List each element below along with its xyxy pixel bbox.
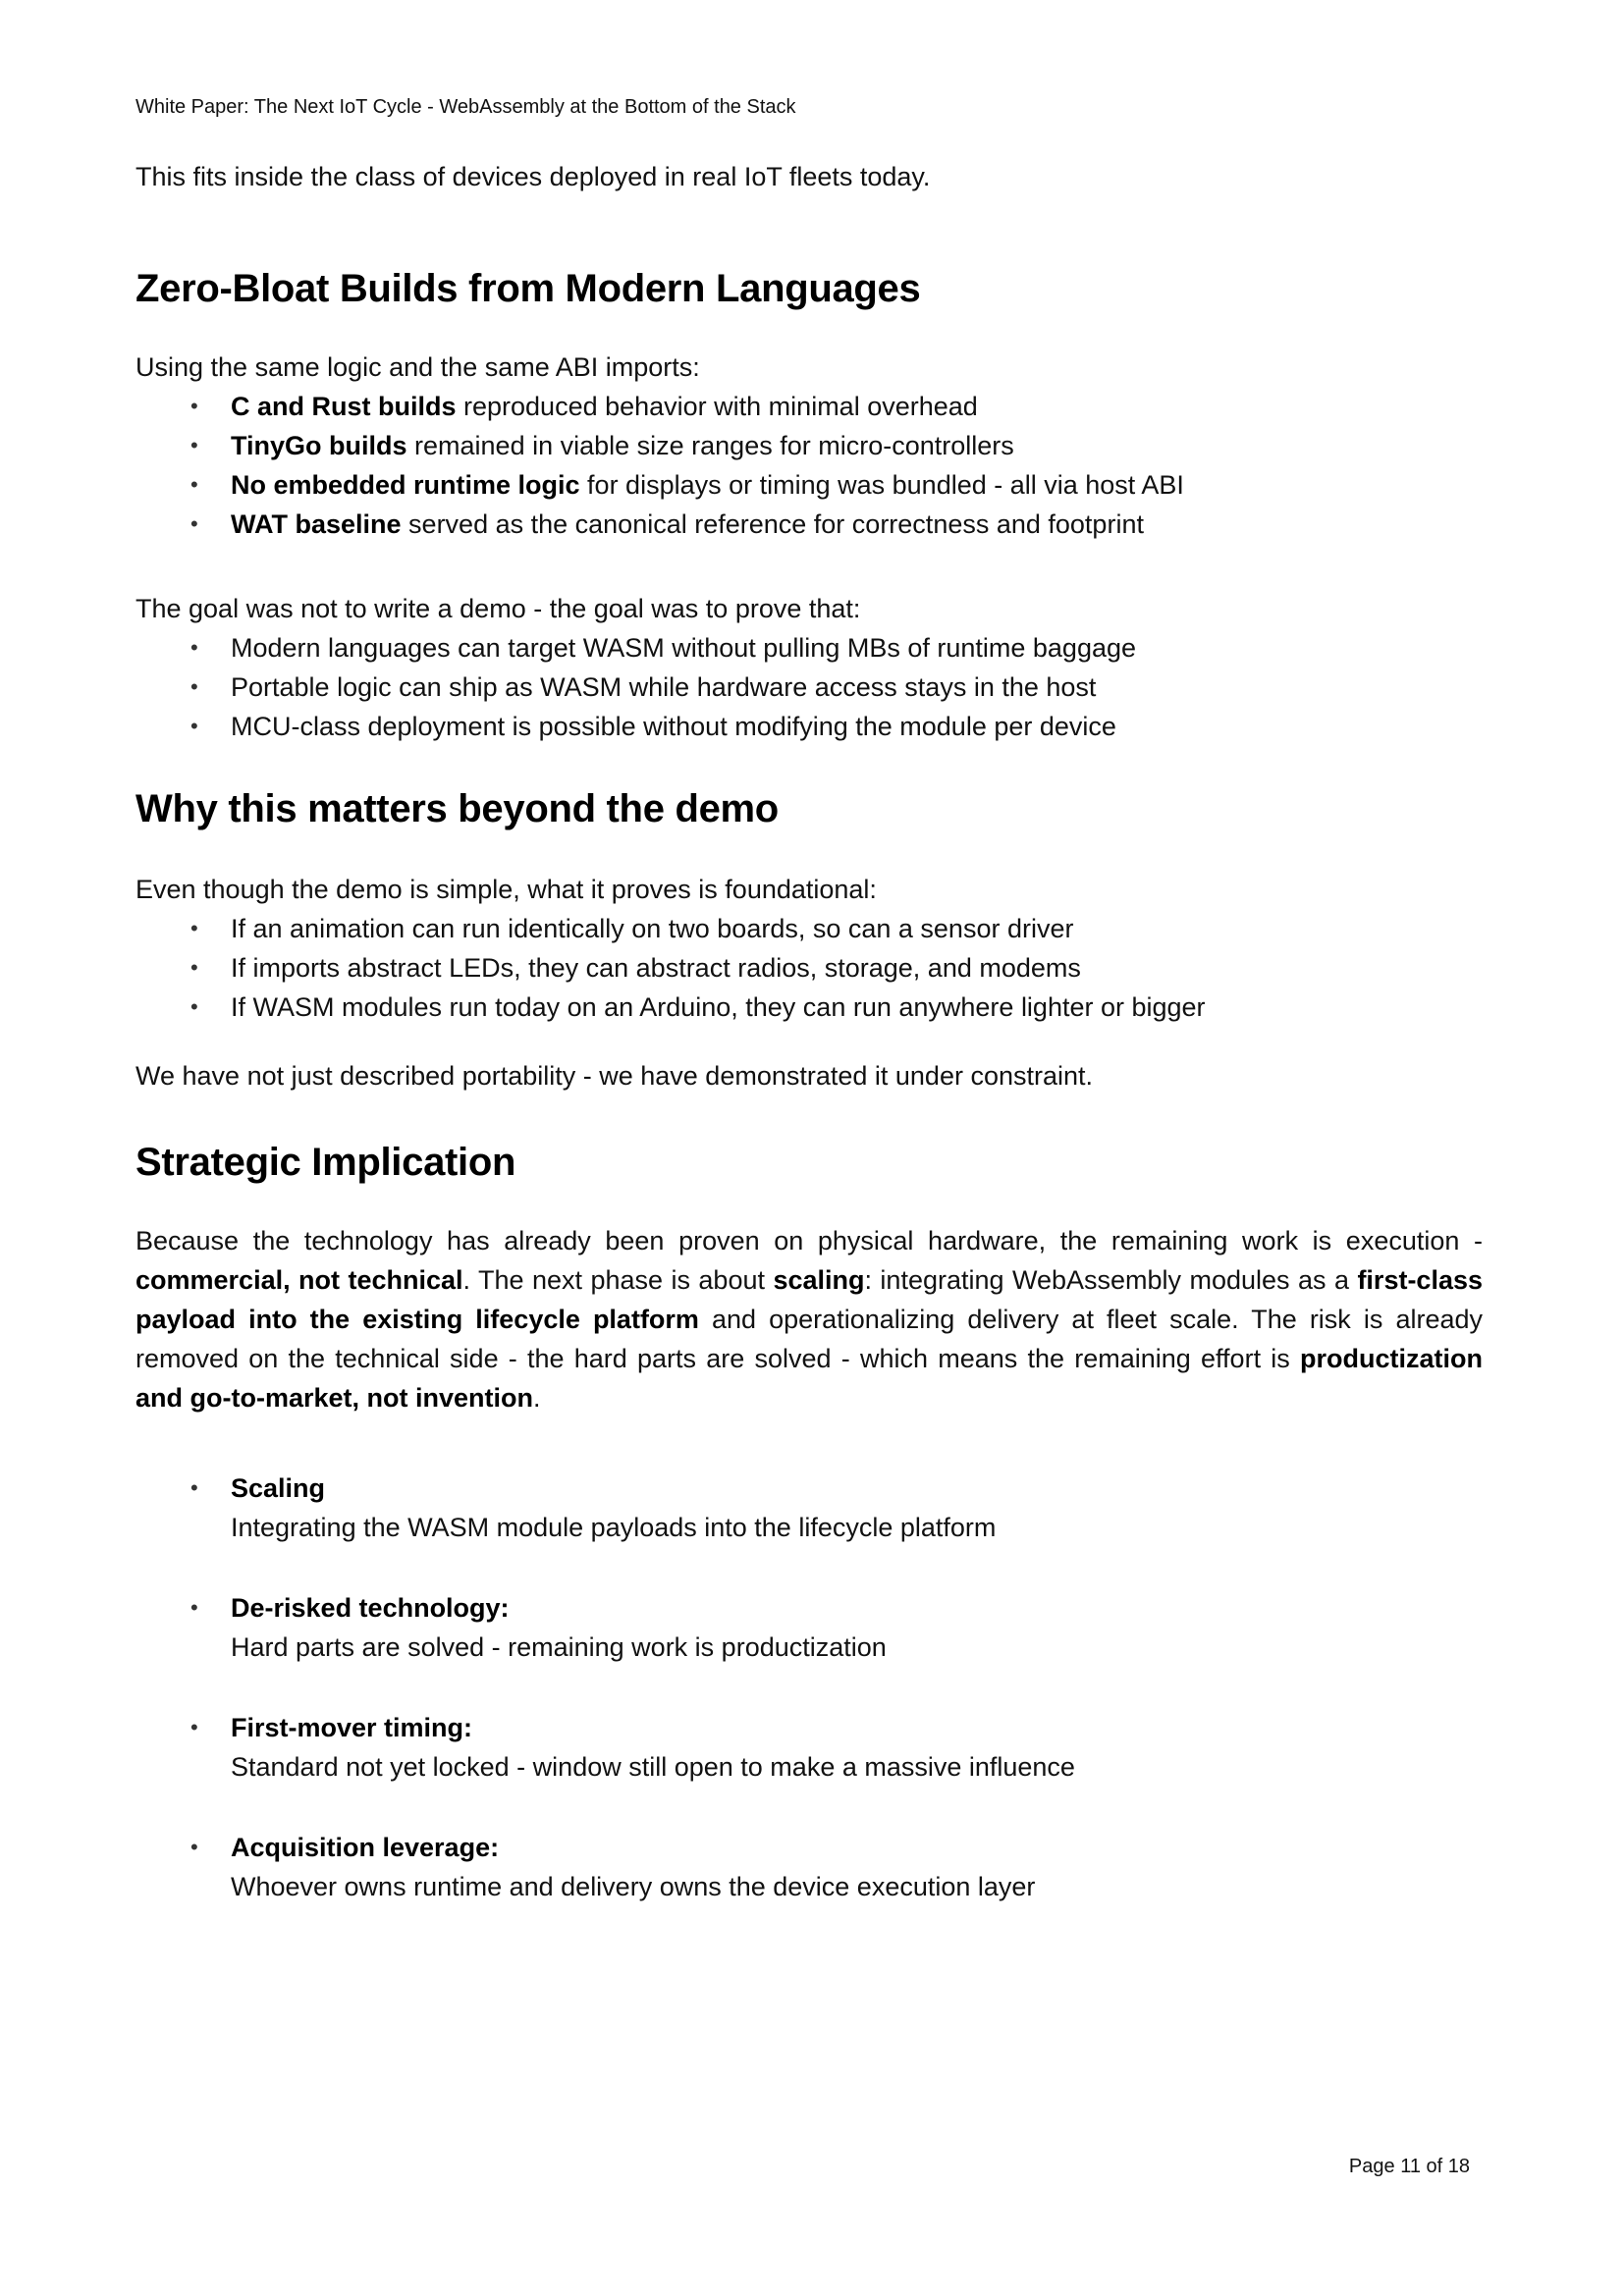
closing-paragraph: We have not just described portability - we have demonstrated it under constraint.	[135, 1061, 1094, 1091]
bullet-bold-lead: C and Rust builds	[231, 392, 457, 421]
list-item	[135, 1468, 1483, 1547]
item-description: Whoever owns runtime and delivery owns the device execution layer	[231, 1872, 1036, 1901]
list-item: • MCU-class deployment is possible without modifying the module per device	[135, 707, 1483, 746]
build-bullet-list	[135, 387, 1483, 544]
section-heading-strategic: Strategic Implication	[135, 1141, 516, 1184]
list-item	[135, 465, 1483, 505]
list-item	[135, 1588, 1483, 1667]
list-item	[135, 505, 1483, 544]
bullet-text: remained in viable size ranges for micro-controllers	[406, 431, 1014, 460]
list-item: • Portable logic can ship as WASM while hardware access stays in the host	[135, 667, 1483, 707]
strategic-item-list	[135, 1468, 1483, 1906]
bullet-bold-lead: WAT baseline	[231, 509, 402, 539]
item-description: Hard parts are solved - remaining work is productization	[231, 1632, 887, 1662]
bullet-text: for displays or timing was bundled - all via host ABI	[579, 470, 1184, 500]
list-item: • If imports abstract LEDs, they can abstract radios, storage, and modems	[135, 948, 1483, 988]
item-description: Standard not yet locked - window still open to make a massive influence	[231, 1752, 1075, 1782]
bullet-bold-lead: No embedded runtime logic	[231, 470, 580, 500]
section-heading-zero-bloat: Zero-Bloat Builds from Modern Languages	[135, 267, 921, 310]
item-title: • De-risked technology:	[231, 1593, 510, 1623]
list-item	[135, 1828, 1483, 1906]
intro-paragraph: This fits inside the class of devices deployed in real IoT fleets today.	[135, 162, 931, 191]
item-title: • Scaling	[231, 1473, 326, 1503]
bullet-text: served as the canonical reference for correctness and footprint	[401, 509, 1144, 539]
goal-lead-paragraph: The goal was not to write a demo - the goal was to prove that:	[135, 594, 861, 623]
list-item: • If WASM modules run today on an Arduino, they can run anywhere lighter or bigger	[135, 988, 1483, 1027]
footer-page-number: Page 11 of 18	[1348, 2156, 1470, 2177]
section-heading-why-matters: Why this matters beyond the demo	[135, 787, 779, 830]
bullet-text: reproduced behavior with minimal overhead	[456, 392, 978, 421]
lead-paragraph: Even though the demo is simple, what it proves is foundational:	[135, 875, 877, 904]
bullet-bold-lead: TinyGo builds	[231, 431, 407, 460]
list-item	[135, 1708, 1483, 1787]
list-item: • If an animation can run identically on two boards, so can a sensor driver	[135, 909, 1483, 948]
item-title: • Acquisition leverage:	[231, 1833, 500, 1862]
goal-bullet-list	[135, 628, 1483, 746]
list-item	[135, 387, 1483, 426]
lead-paragraph: Using the same logic and the same ABI imports:	[135, 352, 700, 382]
list-item: • Modern languages can target WASM without pulling MBs of runtime baggage	[135, 628, 1483, 667]
item-title: • First-mover timing:	[231, 1713, 473, 1742]
document-header: White Paper: The Next IoT Cycle - WebAssembly at the Bottom of the Stack	[135, 96, 796, 118]
item-description: Integrating the WASM module payloads into the lifecycle platform	[231, 1513, 997, 1542]
list-item	[135, 426, 1483, 465]
strategic-paragraph: Because the technology has already been proven on physical hardware, the remaining work is execution - commercial, not technical. The next phase is about scaling: integrating WebAssembly modules as a first-class payload into the existing lifecycle platform and operationalizing delivery at fleet scale. The risk is already removed on the technical side - the hard parts are solved - which means the remaining effort is productization and go-to-market, not invention.	[135, 1226, 1484, 1413]
why-bullet-list	[135, 909, 1483, 1027]
